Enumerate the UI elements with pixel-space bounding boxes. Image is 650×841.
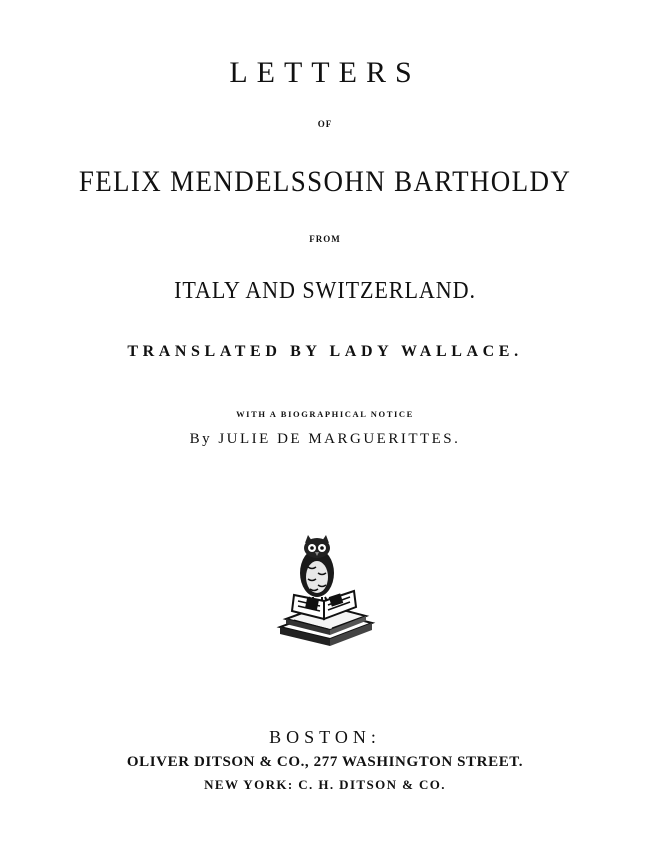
author-name: FELIX MENDELSSOHN BARTHOLDY (78, 165, 572, 198)
places-subtitle: ITALY AND SWITZERLAND. (174, 278, 476, 304)
from-label: FROM (309, 234, 341, 244)
biographical-notice-label: WITH A BIOGRAPHICAL NOTICE (236, 409, 414, 419)
imprint-publisher: OLIVER DITSON & CO., 277 WASHINGTON STREET. (126, 754, 524, 770)
imprint-city: BOSTON: (269, 727, 381, 747)
translator-credit: TRANSLATED BY LADY WALLACE. (127, 343, 523, 360)
owl-on-books-icon (272, 535, 378, 649)
notice-author-credit: By JULIE DE MARGUERITTES. (189, 431, 461, 447)
of-label: OF (317, 119, 333, 129)
imprint-secondary-publisher: NEW YORK: C. H. DITSON & CO. (204, 777, 446, 792)
page-title: LETTERS (229, 56, 421, 89)
